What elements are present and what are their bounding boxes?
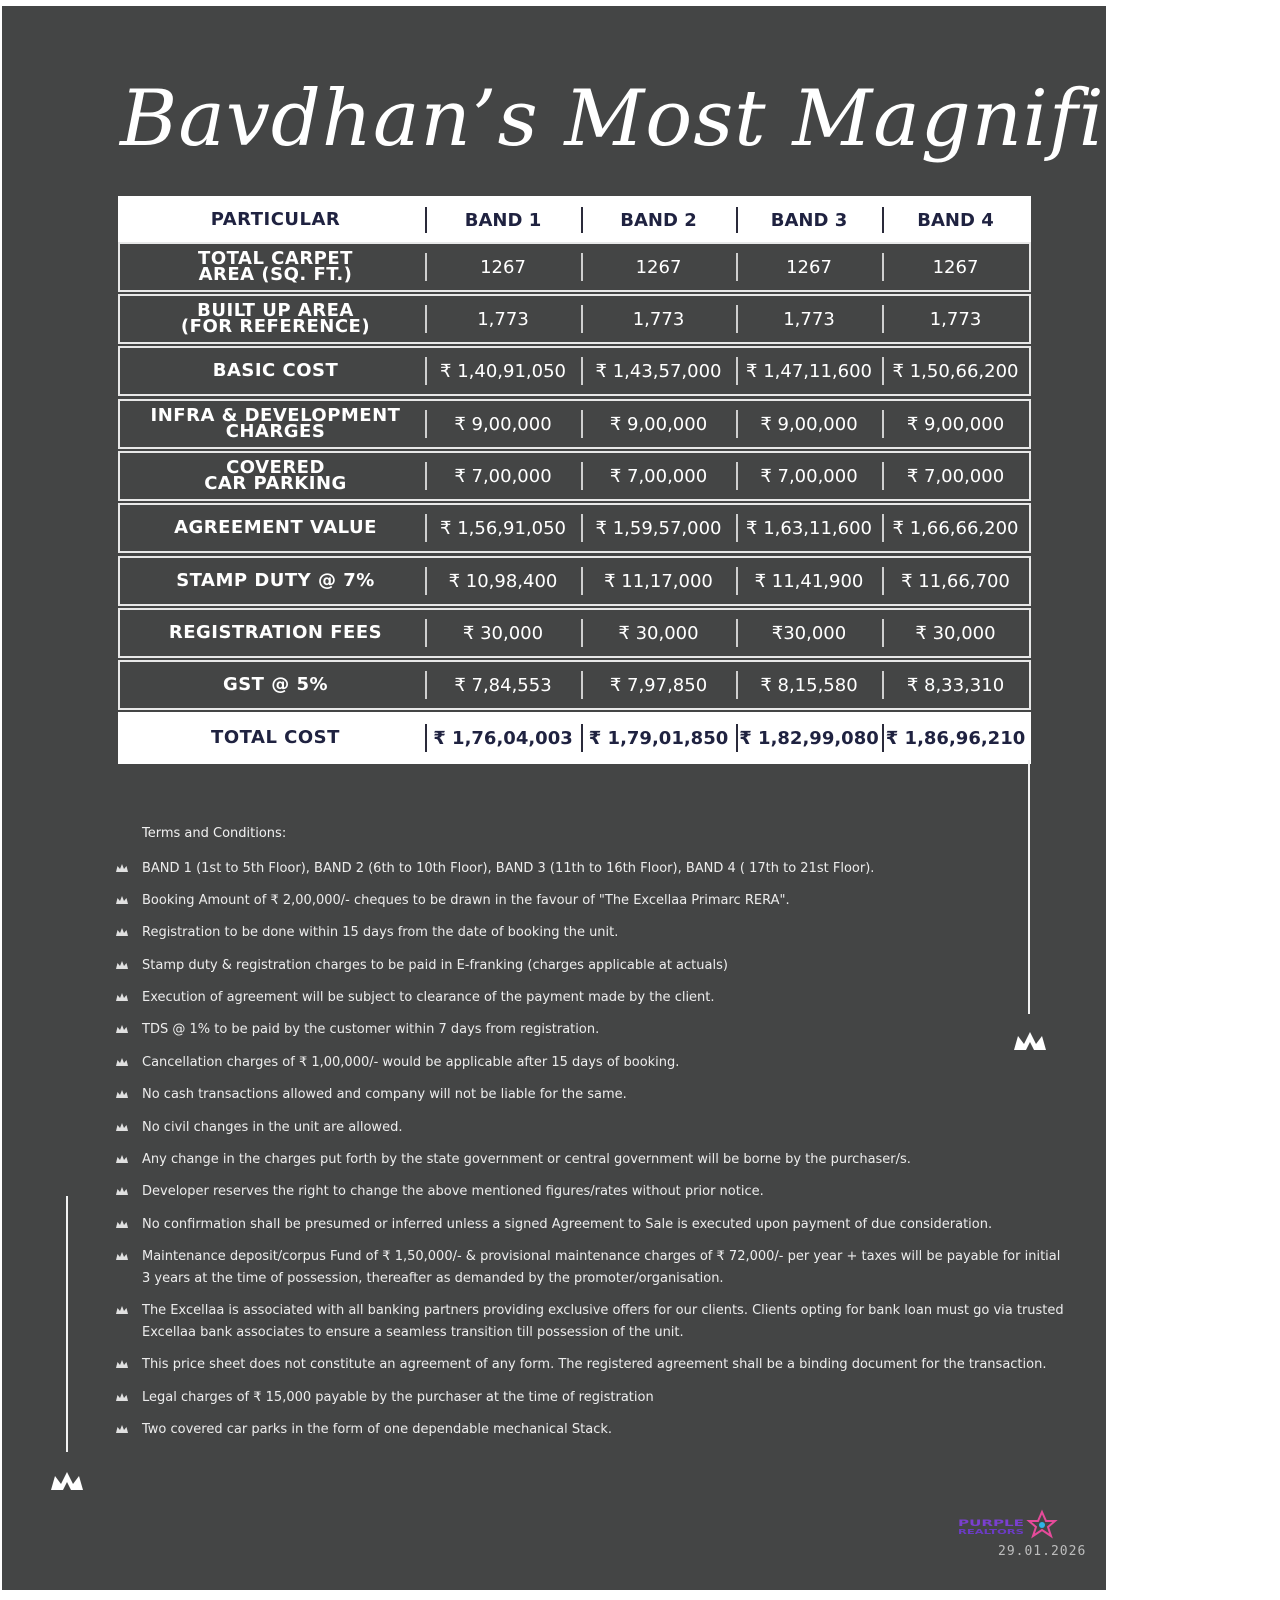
band-4-value: 1,773: [882, 296, 1029, 342]
band-1-value: ₹ 1,76,04,003: [425, 714, 581, 762]
terms-item: [116, 987, 1072, 1009]
row-label: GST @ 5%: [222, 674, 329, 695]
terms-item-text: Maintenance deposit/corpus Fund of ₹ 1,50,000/- & provisional maintenance charges of ₹ 72,000/- per year + taxes will be payable for initial 3 years at the time of possession, thereafter as demanded by the promoter/organisation.: [142, 1249, 1061, 1286]
crown-bullet-icon: [116, 1305, 128, 1315]
band-4-value: ₹ 1,50,66,200: [882, 348, 1029, 394]
row-label: AGREEMENT VALUE: [174, 517, 377, 538]
band-3-value: ₹ 1,47,11,600: [736, 348, 882, 394]
band-1-value: ₹ 7,00,000: [425, 453, 581, 499]
band-4-value: ₹ 1,66,66,200: [882, 505, 1029, 551]
band-1-value: ₹ 1,56,91,050: [425, 505, 581, 551]
page-title: Bavdhan’s Most Magnificent: [120, 74, 1280, 164]
crown-bullet-icon: [116, 1154, 128, 1164]
band-1-value: 1267: [425, 244, 581, 290]
crown-bullet-icon: [116, 895, 128, 905]
band-3-value: ₹ 7,00,000: [736, 453, 882, 499]
band-2-value: ₹ 7,97,850: [581, 662, 736, 708]
band-4-value: ₹ 8,33,310: [882, 662, 1029, 708]
band-3-value: ₹ 1,82,99,080: [736, 714, 882, 762]
band-2-value: ₹ 30,000: [581, 610, 736, 656]
band-4-value: ₹ 11,66,700: [882, 558, 1029, 604]
terms-item: [116, 1300, 1072, 1344]
terms-item-text: Developer reserves the right to change the above mentioned figures/rates without prior notice.: [142, 1184, 764, 1199]
terms-item-text: No civil changes in the unit are allowed.: [142, 1120, 403, 1135]
terms-item: [116, 1354, 1072, 1376]
table-header: [118, 196, 1031, 244]
terms-item-text: Any change in the charges put forth by the state government or central government will be borne by the purchaser/s.: [142, 1152, 911, 1167]
band-2-value: ₹ 1,43,57,000: [581, 348, 736, 394]
row-label: BASIC COST: [212, 360, 339, 381]
terms-item-text: Two covered car parks in the form of one dependable mechanical Stack.: [142, 1422, 613, 1437]
band-1-value: ₹ 7,84,553: [425, 662, 581, 708]
row-label: COVERED CAR PARKING: [204, 457, 347, 494]
terms-item-text: The Excellaa is associated with all banking partners providing exclusive offers for our clients. Clients opting for bank loan must go via trusted Excellaa bank associates to ensure a seamless transition till possession of the unit.: [142, 1303, 1064, 1340]
band-3-value: ₹ 8,15,580: [736, 662, 882, 708]
table-row: [118, 451, 1031, 501]
row-label: TOTAL CARPET AREA (SQ. FT.): [198, 248, 353, 285]
terms-item-text: Execution of agreement will be subject to clearance of the payment made by the client.: [142, 990, 715, 1005]
crown-bullet-icon: [116, 1219, 128, 1229]
terms-item-text: Cancellation charges of ₹ 1,00,000/- would be applicable after 15 days of booking.: [142, 1055, 680, 1070]
terms-item: [116, 1084, 1072, 1106]
band-2-value: 1267: [581, 244, 736, 290]
table-row: [118, 556, 1031, 606]
band-4-value: 1267: [882, 244, 1029, 290]
band-1-value: ₹ 9,00,000: [425, 401, 581, 447]
terms-item: [116, 922, 1072, 944]
table-row: [118, 294, 1031, 344]
terms-item: [116, 1387, 1072, 1409]
band-2-value: ₹ 9,00,000: [581, 401, 736, 447]
header-particular: PARTICULAR: [210, 209, 341, 230]
crown-icon: [50, 1470, 84, 1494]
terms-item: [116, 890, 1072, 912]
band-2-value: ₹ 7,00,000: [581, 453, 736, 499]
band-2-value: 1,773: [581, 296, 736, 342]
crown-bullet-icon: [116, 1251, 128, 1261]
band-3-value: 1267: [736, 244, 882, 290]
header-band-2: BAND 2: [581, 198, 736, 242]
header-band-3: BAND 3: [736, 198, 882, 242]
band-3-value: 1,773: [736, 296, 882, 342]
table-row: [118, 346, 1031, 396]
band-1-value: 1,773: [425, 296, 581, 342]
svg-text:PURPLE: PURPLE: [958, 1519, 1024, 1529]
crown-icon: [1013, 1030, 1047, 1054]
table-row: [118, 503, 1031, 553]
terms-item: [116, 1052, 1072, 1074]
band-1-value: ₹ 30,000: [425, 610, 581, 656]
band-3-value: ₹ 11,41,900: [736, 558, 882, 604]
terms-item-text: Registration to be done within 15 days from the date of booking the unit.: [142, 925, 619, 940]
crown-bullet-icon: [116, 1057, 128, 1067]
decorative-line-left: [66, 1196, 68, 1452]
crown-bullet-icon: [116, 1359, 128, 1369]
band-3-value: ₹30,000: [736, 610, 882, 656]
terms-item-text: No cash transactions allowed and company will not be liable for the same.: [142, 1087, 627, 1102]
header-band-1: BAND 1: [425, 198, 581, 242]
band-3-value: ₹ 9,00,000: [736, 401, 882, 447]
row-label: BUILT UP AREA (FOR REFERENCE): [180, 300, 371, 337]
band-1-value: ₹ 10,98,400: [425, 558, 581, 604]
table-row: [118, 242, 1031, 292]
table-row: [118, 399, 1031, 449]
terms-item-text: TDS @ 1% to be paid by the customer within 7 days from registration.: [142, 1022, 600, 1037]
table-row: [118, 608, 1031, 658]
terms-item-text: Booking Amount of ₹ 2,00,000/- cheques to be drawn in the favour of "The Excellaa Primarc RERA".: [142, 893, 790, 908]
crown-bullet-icon: [116, 1186, 128, 1196]
terms-item: [116, 1419, 1072, 1441]
row-label: REGISTRATION FEES: [168, 622, 383, 643]
terms-item: [116, 1246, 1072, 1290]
terms-item-text: Stamp duty & registration charges to be paid in E-franking (charges applicable at actuals): [142, 958, 728, 973]
crown-bullet-icon: [116, 992, 128, 1002]
total-cost-row: [118, 712, 1031, 764]
crown-bullet-icon: [116, 960, 128, 970]
band-4-value: ₹ 9,00,000: [882, 401, 1029, 447]
band-4-value: ₹ 30,000: [882, 610, 1029, 656]
crown-bullet-icon: [116, 927, 128, 937]
decorative-line-right: [1028, 760, 1030, 1014]
crown-bullet-icon: [116, 863, 128, 873]
terms-item: [116, 858, 1072, 880]
band-4-value: ₹ 7,00,000: [882, 453, 1029, 499]
date-stamp: 29.01.2026: [998, 1544, 1087, 1559]
band-2-value: ₹ 11,17,000: [581, 558, 736, 604]
crown-bullet-icon: [116, 1122, 128, 1132]
terms-item-text: No confirmation shall be presumed or inferred unless a signed Agreement to Sale is executed upon payment of due consideration.: [142, 1217, 993, 1232]
terms-item: [116, 1019, 1072, 1041]
header-band-4: BAND 4: [882, 198, 1029, 242]
crown-bullet-icon: [116, 1089, 128, 1099]
terms-item: [116, 1214, 1072, 1236]
band-1-value: ₹ 1,40,91,050: [425, 348, 581, 394]
svg-text:REALTORS: REALTORS: [958, 1528, 1024, 1536]
terms-item: [116, 1117, 1072, 1139]
band-2-value: ₹ 1,59,57,000: [581, 505, 736, 551]
row-label: STAMP DUTY @ 7%: [176, 570, 375, 591]
terms-item: [116, 955, 1072, 977]
band-3-value: ₹ 1,63,11,600: [736, 505, 882, 551]
terms-item-text: This price sheet does not constitute an agreement of any form. The registered agreement shall be a binding document for the transaction.: [142, 1357, 1047, 1372]
terms-item: [116, 1181, 1072, 1203]
terms-heading: Terms and Conditions:: [142, 826, 287, 841]
crown-bullet-icon: [116, 1024, 128, 1034]
row-label: INFRA & DEVELOPMENT CHARGES: [150, 405, 401, 442]
purple-realtors-logo: [958, 1508, 1058, 1538]
crown-bullet-icon: [116, 1392, 128, 1402]
terms-item-text: Legal charges of ₹ 15,000 payable by the purchaser at the time of registration: [142, 1390, 654, 1405]
band-4-value: ₹ 1,86,96,210: [882, 714, 1029, 762]
band-2-value: ₹ 1,79,01,850: [581, 714, 736, 762]
terms-item-text: BAND 1 (1st to 5th Floor), BAND 2 (6th to 10th Floor), BAND 3 (11th to 16th Floor), BAND 4 ( 17th to 21st Floor).: [142, 861, 875, 876]
terms-item: [116, 1149, 1072, 1171]
table-row: [118, 660, 1031, 710]
crown-bullet-icon: [116, 1424, 128, 1434]
row-label: TOTAL COST: [211, 727, 340, 748]
